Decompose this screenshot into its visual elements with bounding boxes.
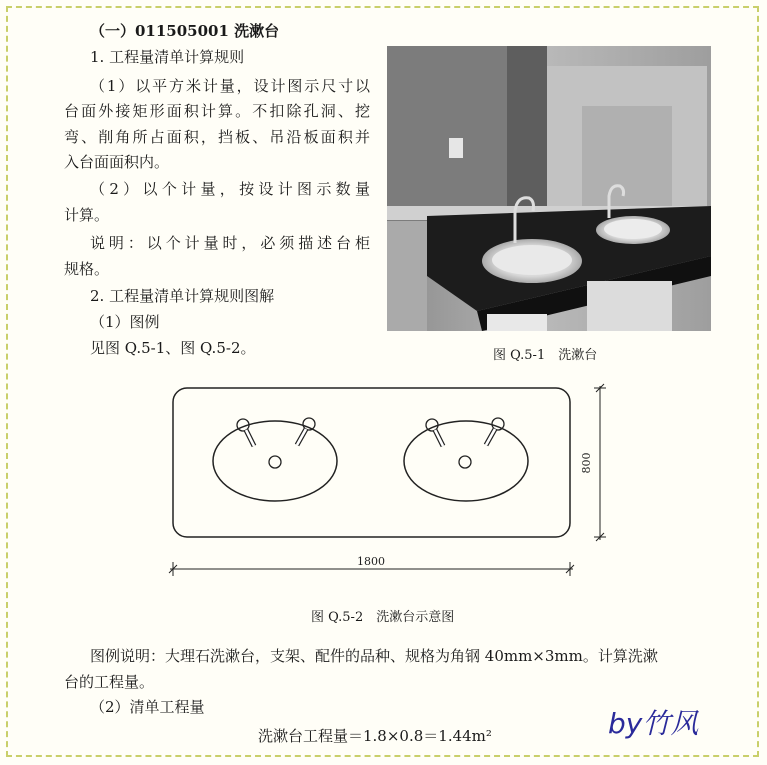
- note-line2: 规格。: [64, 260, 110, 278]
- rule2-line1: （2）以个计量，按设计图示数量: [90, 180, 370, 198]
- signature: by竹风: [608, 707, 699, 740]
- rule1-line2: 台面外接矩形面积计算。不扣除孔洞、挖: [64, 102, 370, 120]
- height-dimension-label: 800: [580, 452, 593, 474]
- washbasin-photo-image: [387, 46, 711, 331]
- figure1-caption: 图 Q.5-1 洗漱台: [493, 348, 598, 363]
- note-line1: 说明：以个计量时，必须描述台柜: [90, 234, 370, 252]
- basin-right: [404, 418, 528, 501]
- quantity-formula: 洗漱台工程量＝1.8×0.8＝1.44m²: [258, 727, 492, 745]
- legend-description-line2: 台的工程量。: [64, 673, 155, 691]
- legend-title: （1）图例: [90, 313, 160, 331]
- rule1-line1: （1）以平方米计量，设计图示尺寸以: [90, 77, 370, 95]
- washbasin-drawing: [160, 378, 620, 578]
- width-dimension-label: 1800: [357, 555, 385, 568]
- rule1-line4: 入台面面积内。: [64, 153, 170, 171]
- rule2-line2: 计算。: [64, 206, 110, 224]
- height-dimension: [594, 384, 606, 541]
- figure2-caption: 图 Q.5-2 洗漱台示意图: [311, 610, 455, 625]
- countertop-outline: [173, 388, 570, 537]
- see-figures: 见图 Q.5-1、图 Q.5-2。: [90, 339, 256, 357]
- basin-left: [213, 418, 337, 501]
- rules-title: 1. 工程量清单计算规则: [90, 48, 245, 66]
- section-heading: （一）011505001 洗漱台: [90, 22, 280, 40]
- washbasin-photo: [387, 46, 711, 331]
- rule1-line3: 弯、削角所占面积，挡板、吊沿板面积并: [64, 128, 370, 146]
- legend-description-line1: 图例说明：大理石洗漱台，支架、配件的品种、规格为角钢 40mm×3mm。计算洗漱: [90, 647, 658, 665]
- diagram-title: 2. 工程量清单计算规则图解: [90, 287, 275, 305]
- quantity-title: （2）清单工程量: [90, 698, 205, 716]
